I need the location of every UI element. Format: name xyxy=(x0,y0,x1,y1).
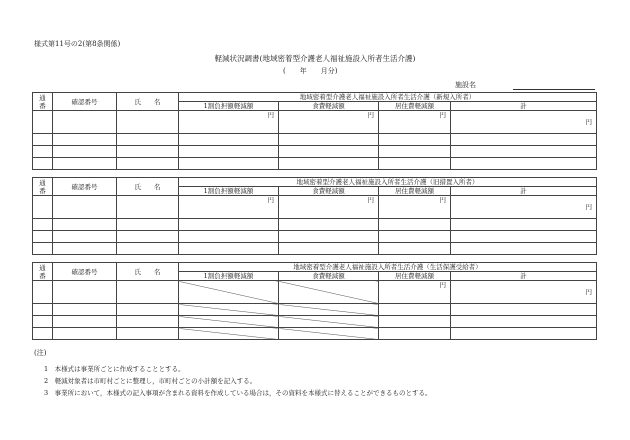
facility-name-field[interactable] xyxy=(513,89,595,90)
yen-label: 円 xyxy=(179,196,279,219)
name-header: 氏 名 xyxy=(117,93,179,111)
reduction-table-former-placement-residents xyxy=(32,177,597,255)
table-row xyxy=(33,219,597,231)
serial-number-header: 通 番 xyxy=(33,93,53,111)
struck-cell xyxy=(179,281,279,304)
note-item: 2 軽減対象者は市町村ごとに整理し，市町村ごとの小計額を記入する。 xyxy=(44,377,257,385)
serial-number-header: 通 番 xyxy=(33,263,53,281)
copay-reduction-header: 1割負担額軽減額 xyxy=(179,187,279,196)
table-row xyxy=(33,158,597,170)
period-label: ( 年 月分) xyxy=(283,67,338,75)
note-item: 1 本様式は事業所ごとに作成することとする。 xyxy=(44,365,185,373)
yen-label: 円 xyxy=(451,281,597,304)
reduction-table-welfare-recipients xyxy=(32,262,597,340)
yen-label: 円 xyxy=(179,111,279,134)
struck-cell xyxy=(179,316,279,328)
document-title: 軽減状況調書(地域密着型介護老人福祉施設入所者生活介護) xyxy=(214,54,416,63)
struck-cell xyxy=(279,281,379,304)
struck-cell xyxy=(279,316,379,328)
yen-label: 円 xyxy=(451,111,597,134)
table-row xyxy=(33,196,597,219)
notes-heading: (注) xyxy=(34,349,47,357)
struck-cell xyxy=(279,304,379,316)
facility-label: 施設名 xyxy=(455,81,476,89)
table-row xyxy=(33,304,597,316)
total-header: 計 xyxy=(451,102,597,111)
yen-label: 円 xyxy=(379,196,451,219)
residence-reduction-header: 居住費軽減額 xyxy=(379,272,451,281)
note-item: 3 事業所において，本様式の記入事項が含まれる資料を作成している場合は，その資料を本様式に替えることができるものとする。 xyxy=(44,389,432,397)
total-header: 計 xyxy=(451,187,597,196)
table-row xyxy=(33,243,597,255)
struck-cell xyxy=(279,328,379,340)
form-number: 様式第11号の2(第8条関係) xyxy=(34,40,121,48)
confirmation-number-header: 確認番号 xyxy=(53,93,117,111)
yen-label: 円 xyxy=(279,196,379,219)
struck-cell xyxy=(179,328,279,340)
confirmation-number-header: 確認番号 xyxy=(53,178,117,196)
meal-reduction-header: 食費軽減額 xyxy=(279,272,379,281)
name-header: 氏 名 xyxy=(117,263,179,281)
struck-cell xyxy=(179,304,279,316)
reduction-table-new-residents xyxy=(32,92,597,170)
table-row xyxy=(33,146,597,158)
section-title: 地域密着型介護老人福祉施設入所者生活介護（生活保護受給者） xyxy=(179,263,597,272)
serial-number-header: 通 番 xyxy=(33,178,53,196)
yen-label: 円 xyxy=(279,111,379,134)
yen-label: 円 xyxy=(451,196,597,219)
table-row xyxy=(33,134,597,146)
copay-reduction-header: 1割負担額軽減額 xyxy=(179,102,279,111)
name-header: 氏 名 xyxy=(117,178,179,196)
meal-reduction-header: 食費軽減額 xyxy=(279,102,379,111)
copay-reduction-header: 1割負担額軽減額 xyxy=(179,272,279,281)
meal-reduction-header: 食費軽減額 xyxy=(279,187,379,196)
table-row xyxy=(33,281,597,304)
total-header: 計 xyxy=(451,272,597,281)
table-row xyxy=(33,328,597,340)
yen-label: 円 xyxy=(379,111,451,134)
yen-label: 円 xyxy=(379,281,451,304)
residence-reduction-header: 居住費軽減額 xyxy=(379,187,451,196)
residence-reduction-header: 居住費軽減額 xyxy=(379,102,451,111)
table-row xyxy=(33,316,597,328)
table-row xyxy=(33,231,597,243)
section-title: 地域密着型介護老人福祉施設入所者生活介護（旧措置入所者） xyxy=(179,178,597,187)
section-title: 地域密着型介護老人福祉施設入所者生活介護（新規入所者） xyxy=(179,93,597,102)
table-row xyxy=(33,111,597,134)
confirmation-number-header: 確認番号 xyxy=(53,263,117,281)
